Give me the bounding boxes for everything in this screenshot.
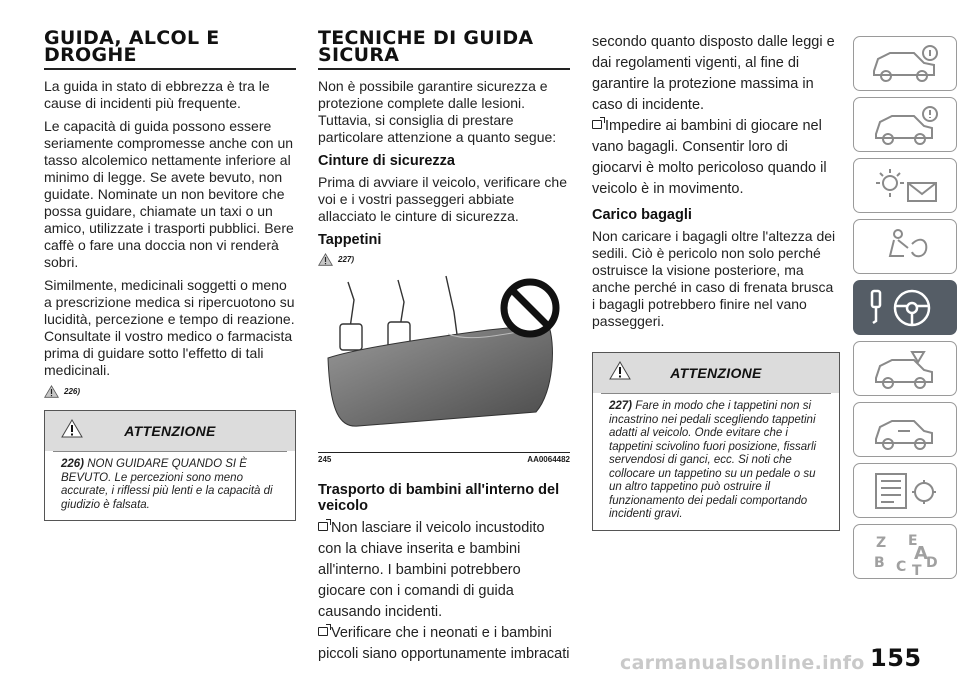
paragraph: Prima di avviare il veicolo, verificare che voi e i vostri passeggeri abbiate allacciato le cinture di sicurezza. — [318, 174, 567, 224]
bullet-item — [592, 116, 840, 200]
svg-text:T: T — [912, 563, 922, 579]
floor-mat-illustration — [318, 272, 570, 444]
technical-data-icon — [868, 470, 944, 512]
attention-box — [592, 352, 840, 531]
tab-car-info[interactable] — [853, 36, 957, 91]
svg-text:E: E — [908, 533, 918, 549]
bullet-icon — [318, 522, 328, 531]
paragraph: Non caricare i bagagli oltre l'altezza dei sedili. Ciò è pericolo non solo perché ostruisce la visione posteriore, ma anche perché in caso di frenata brusca i bagagli potrebbero finire nel vano passeggeri. — [592, 228, 836, 329]
subheading-mats: Tappetini — [318, 232, 382, 248]
tab-airbag[interactable] — [853, 219, 957, 274]
attention-number: 226) — [61, 458, 85, 470]
subheading-luggage: Carico bagagli — [592, 207, 692, 223]
bullet-icon — [592, 120, 602, 129]
tab-car-check[interactable] — [853, 97, 957, 152]
warning-ref-number: 226) — [64, 387, 81, 396]
svg-text:B: B — [874, 555, 885, 571]
svg-text:A: A — [914, 543, 928, 564]
attention-number: 227) — [609, 400, 633, 412]
attention-label: ATTENZIONE — [124, 423, 216, 439]
column-safe-driving — [318, 27, 570, 665]
airbag-icon — [868, 226, 944, 268]
bullet-text: Non lasciare il veicolo incustodito con la chiave inserita e bambini all'interno. I bambini potrebbero giocare con i comandi di guida causando incidenti. — [318, 520, 545, 620]
column-continued — [592, 32, 840, 531]
index-icon — [868, 531, 944, 581]
subheading-children: Trasporto di bambini all'interno del veicolo — [318, 482, 560, 514]
figure-number: 245 — [318, 455, 332, 464]
paragraph: Le capacità di guida possono essere seriamente compromesse anche con un tasso alcolemico nettamente inferiore al minimo di legge. Se avete bevuto, non guidate. Nominate un non bevitore che possa guidare, chiamate un taxi o un amico, utilizzate i trasporti pubblici. Bere caffè o fare una doccia non vi renderà sobri. — [44, 118, 294, 270]
attention-text: NON GUIDARE QUANDO SI È BEVUTO. Le percezioni sono meno accurate, i riflessi più lenti e la capacità di giudizio è falsata. — [61, 458, 273, 511]
bullet-item — [318, 518, 570, 623]
paragraph: Similmente, medicinali soggetti o meno a prescrizione medica si ripercuotono su lucidità, percezione e tempo di reazione. Consultate il vostro medico o farmacista prima di guidare sotto l'effetto di tali medicinali. — [44, 277, 295, 378]
warning-lights-icon — [868, 165, 944, 207]
figure-code: AA0064482 — [527, 455, 570, 464]
bullet-text: Impedire ai bambini di giocare nel vano bagagli. Consentir loro di giocarvi è molto pericoloso quando il veicolo è in movimento. — [592, 118, 827, 197]
bullet-text: Verificare che i neonati e i bambini piccoli siano opportunamente imbracati — [318, 625, 570, 662]
car-check-icon — [868, 104, 944, 146]
steering-wheel-icon — [868, 287, 944, 329]
section-title-alcohol: GUIDA, ALCOL E DROGHE — [44, 30, 296, 70]
bullet-continuation: secondo quanto disposto dalle leggi e dai regolamenti vigenti, al fine di garantire la protezione massima in caso di incidente. — [592, 34, 835, 113]
subheading-seatbelts: Cinture di sicurezza — [318, 153, 455, 169]
attention-header — [593, 353, 839, 393]
tab-service[interactable] — [853, 402, 957, 457]
attention-text: Fare in modo che i tappetini non si incastrino nei pedali scegliendo tappetini adatti al veicolo. Onde evitare che i tappetini scivolino fuori posizione, fissarli servendosi di ganci, ecc. Si noti che collocare un tappetino su un pedale o su un altro tappetino può ostruire il funzionamento dei pedali comportando incidenti gravi. — [609, 400, 817, 520]
warning-ref-number: 227) — [338, 255, 355, 264]
warning-triangle-icon — [44, 385, 59, 398]
bullet-item — [318, 623, 570, 665]
attention-label: ATTENZIONE — [670, 365, 762, 381]
tab-technical-data[interactable] — [853, 463, 957, 518]
attention-body — [601, 393, 831, 530]
attention-triangle-icon — [61, 419, 83, 438]
figure-caption — [318, 452, 570, 464]
car-service-icon — [868, 409, 944, 451]
svg-text:Z: Z — [876, 535, 887, 551]
tab-driving[interactable] — [853, 280, 957, 335]
paragraph: Non è possibile garantire sicurezza e protezione complete dalle lesioni. Tuttavia, si consiglia di prestare particolare attenzione a quanto segue: — [318, 78, 557, 145]
car-emergency-icon — [868, 348, 944, 390]
bullet-icon — [318, 627, 328, 636]
attention-box — [44, 410, 296, 521]
tab-index[interactable] — [853, 524, 957, 579]
attention-body — [53, 451, 287, 520]
column-alcohol — [44, 27, 296, 521]
tab-warning-lights[interactable] — [853, 158, 957, 213]
paragraph: La guida in stato di ebbrezza è tra le cause di incidenti più frequente. — [44, 78, 270, 111]
watermark: carmanualsonline.info — [620, 652, 865, 674]
svg-text:D: D — [926, 555, 938, 571]
chapter-tabs — [853, 0, 960, 678]
warning-reference[interactable] — [318, 253, 570, 266]
car-info-icon — [868, 43, 944, 85]
svg-text:C: C — [896, 559, 907, 575]
tab-emergency[interactable] — [853, 341, 957, 396]
floor-mat-figure — [318, 272, 570, 450]
warning-triangle-icon — [318, 253, 333, 266]
attention-triangle-icon — [609, 361, 631, 380]
page-number: 155 — [870, 644, 922, 672]
section-title-safe-driving: TECNICHE DI GUIDA SICURA — [318, 30, 570, 70]
attention-header — [45, 411, 295, 451]
warning-reference[interactable] — [44, 385, 296, 398]
